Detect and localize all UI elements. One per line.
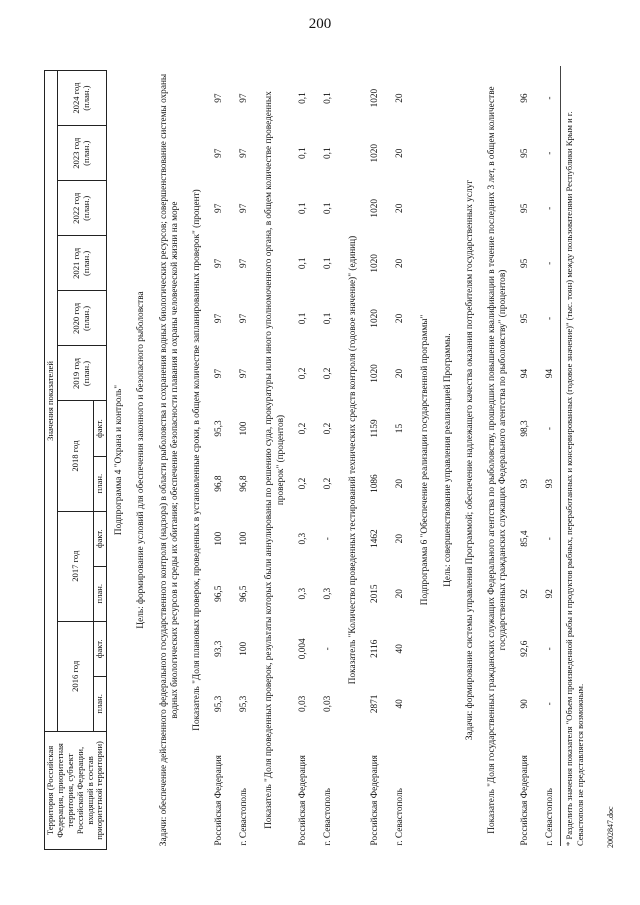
table-cell: 94 [545, 368, 556, 379]
table-cell: 98,3 [520, 420, 531, 437]
table-cell: - [545, 206, 556, 210]
table-row [363, 71, 388, 850]
table-cell: 100 [239, 421, 250, 436]
table-cell: 2116 [370, 639, 381, 658]
page-number: 200 [308, 16, 332, 32]
table-cell: 1020 [370, 309, 381, 328]
table-cell: - [322, 647, 333, 651]
table-cell: 0,2 [297, 422, 308, 435]
table-row [513, 71, 538, 850]
year-header: 2020 год (план.) [57, 291, 106, 346]
table-cell: 92,6 [520, 640, 531, 657]
rotated-page [40, 48, 618, 860]
row-territory: г. Севастополь [239, 788, 250, 846]
subprogram-title: Подпрограмма 4 "Охрана и контроль" [114, 384, 125, 536]
table-cell: 85,4 [520, 530, 531, 547]
plan-header: план. [94, 676, 107, 731]
table-cell: 95 [520, 148, 531, 158]
table-cell: 1020 [370, 364, 381, 383]
table-cell: - [545, 96, 556, 100]
table-cell: 1159 [370, 419, 381, 438]
table-cell: 100 [239, 641, 250, 656]
row-territory: Российская Федерация [520, 755, 531, 846]
table-cell: 0,1 [322, 92, 333, 104]
table-cell: 15 [395, 423, 406, 434]
fact-header: факт. [94, 621, 107, 676]
fact-header: факт. [94, 401, 107, 456]
goal-text: Цель: совершенствование управления реализацией Программы. [442, 333, 453, 587]
year-header: 2024 год (план.) [57, 71, 106, 126]
indicator-title: Показатель "Доля государственных гражданских служащих Федерального агентства по рыболовству, прошедших повышение квалификации в течение последних 3 лет, в общем количестве государственных гражданских служащих Федерального агентства по рыболовству" (процентов) [486, 86, 509, 834]
table-cell: 20 [395, 258, 406, 268]
year-header: 2016 год [57, 621, 94, 731]
year-header: 2021 год (план.) [57, 236, 106, 291]
table-cell: 1462 [370, 529, 381, 548]
row-territory: Российская Федерация [214, 755, 225, 846]
indicator-title: Показатель "Доля проведенных проверок, результаты которых были аннулированы по решению суда, прокуратуры или иного уполномоченного органа, в общем количестве проведенных проверок" (процентов) [264, 91, 286, 829]
indicators-table [44, 70, 564, 850]
table-cell: 96,5 [214, 585, 225, 602]
table-cell: 93,3 [214, 640, 225, 657]
row-territory: Российская Федерация [297, 755, 308, 846]
table-cell: 96,8 [214, 475, 225, 492]
table-cell: 97 [239, 368, 250, 379]
year-header: 2019 год (план.) [57, 346, 106, 401]
table-cell: 97 [239, 258, 250, 268]
table-cell: 95 [520, 313, 531, 324]
table-cell: 0,1 [322, 202, 333, 215]
goal-text: Цель: формирование условий для обеспечения законного и безопасного рыболовства [136, 291, 147, 629]
table-cell: 20 [395, 203, 406, 213]
fact-header: факт. [94, 511, 107, 566]
table-cell: - [545, 647, 556, 651]
table-cell: 0,3 [297, 587, 308, 600]
table-cell: 92 [520, 589, 531, 599]
table-cell: 100 [214, 531, 225, 546]
table-cell: 0,1 [297, 312, 308, 325]
plan-header: план. [94, 456, 107, 511]
table-cell: 0,2 [297, 477, 308, 490]
table-cell: 92 [545, 589, 556, 599]
table-cell: 20 [395, 148, 406, 158]
task-text: Задачи: обеспечение действенного федерального государственного контроля (надзора) в области рыболовства и сохранения водных биологических ресурсов; совершенствование системы охраны водных биологических ресурсов и среды их обитания; обеспечение безопасности плавания и охраны человеческой жизни на море [158, 73, 180, 847]
table-row [388, 71, 413, 850]
table-cell: 93 [545, 478, 556, 489]
table-cell: 97 [239, 93, 250, 103]
row-territory: г. Севастополь [322, 788, 333, 846]
table-cell: - [545, 261, 556, 265]
document-id: 2002847.doc [606, 806, 615, 848]
table-cell: 0,1 [297, 147, 308, 160]
table-cell: 95,3 [214, 695, 225, 712]
row-territory: Российская Федерация [370, 755, 381, 846]
year-header: 2017 год [57, 511, 94, 621]
table-cell: 96,8 [239, 475, 250, 492]
table-cell: 0,2 [322, 367, 333, 380]
table-cell: 93 [520, 478, 531, 489]
table-cell: 0,1 [297, 202, 308, 215]
table-row [291, 71, 316, 850]
table-cell: 95 [520, 203, 531, 213]
task-text: Задачи: формирование системы управления Программой; обеспечение надлежащего качества оказания потребителям государственных услуг [464, 179, 475, 741]
rotated-content [40, 48, 618, 860]
table-cell: 97 [239, 203, 250, 213]
table-row [232, 71, 257, 850]
table-cell: 2015 [370, 584, 381, 604]
footnote: * Разделить значения показателя "Объем произведенной рыбы и продуктов рыбных, переработанных и консервированных (годовое значение)" (тыс. тонн) между пользователями Республики Крым и г. Севастополя не представляется возможным. [560, 66, 585, 846]
table-cell: 20 [395, 368, 406, 379]
table-cell: - [545, 702, 556, 706]
table-cell: - [545, 537, 556, 541]
table-cell: 0,1 [322, 147, 333, 160]
table-cell: 95,3 [214, 420, 225, 437]
table-cell: 100 [239, 531, 250, 546]
table-cell: 20 [395, 93, 406, 103]
table-cell: 0,1 [322, 312, 333, 325]
table-cell: 0,2 [322, 477, 333, 490]
table-cell: 97 [239, 148, 250, 158]
subprogram-title: Подпрограмма 6 "Обеспечение реализации государственной программы" [420, 314, 431, 606]
table-cell: 1086 [370, 474, 381, 493]
table-cell: 40 [395, 699, 406, 709]
table-cell: 97 [214, 313, 225, 324]
year-header: 2018 год [57, 401, 94, 511]
table-cell: 90 [520, 699, 531, 709]
table-cell: 0,2 [322, 422, 333, 435]
table-cell: 1020 [370, 254, 381, 273]
table-cell: 2871 [370, 694, 381, 714]
territory-header: Территория (Российская Федерация, приоритетная территория, субъект Российской Федерации, входящий в состав приоритетной территории) [45, 731, 107, 849]
values-header: Значения показателей [45, 71, 58, 732]
table-cell: 1020 [370, 198, 381, 218]
table-cell: 1020 [370, 143, 381, 163]
table-cell: 95 [520, 258, 531, 268]
table-cell: 97 [214, 148, 225, 158]
table-cell: 97 [214, 368, 225, 379]
table-cell: 40 [395, 644, 406, 654]
table-cell: 97 [214, 258, 225, 268]
table-row [207, 71, 232, 850]
table-cell: 94 [520, 368, 531, 379]
table-cell: 0,004 [297, 638, 308, 660]
table-cell: 0,1 [297, 92, 308, 104]
table-cell: 96 [520, 93, 531, 103]
table-cell: 0,03 [297, 695, 308, 712]
row-territory: г. Севастополь [545, 788, 556, 846]
table-cell: 20 [395, 534, 406, 544]
plan-header: план. [94, 566, 107, 621]
indicator-title: Показатель "Доля плановых проверок, проведенных в установленные сроки, в общем количестве запланированных проверок" (процент) [191, 189, 202, 731]
table-cell: 97 [239, 313, 250, 324]
table-cell: 20 [395, 589, 406, 599]
table-cell: 96,5 [239, 585, 250, 602]
table-cell: 97 [214, 93, 225, 103]
table-cell: 1020 [370, 88, 381, 108]
table-cell: 20 [395, 478, 406, 489]
table-row [316, 71, 341, 850]
year-header: 2022 год (план.) [57, 181, 106, 236]
table-cell: 0,2 [297, 367, 308, 380]
indicator-title: Показатель "Количество проведенных тестирований технических средств контроля (годовое значение)" (единиц) [347, 235, 358, 685]
table-cell: - [322, 537, 333, 541]
table-cell: 0,03 [322, 695, 333, 712]
table-cell: 0,3 [297, 532, 308, 545]
table-cell: 0,1 [322, 257, 333, 270]
row-territory: г. Севастополь [395, 788, 406, 846]
table-cell: 20 [395, 313, 406, 324]
year-header: 2023 год (план.) [57, 126, 106, 181]
table-cell: - [545, 316, 556, 320]
table-cell: 95,3 [239, 695, 250, 712]
table-cell: - [545, 426, 556, 431]
table-cell: 0,3 [322, 587, 333, 600]
table-cell: - [545, 151, 556, 155]
table-cell: 97 [214, 203, 225, 213]
table-cell: 0,1 [297, 257, 308, 270]
